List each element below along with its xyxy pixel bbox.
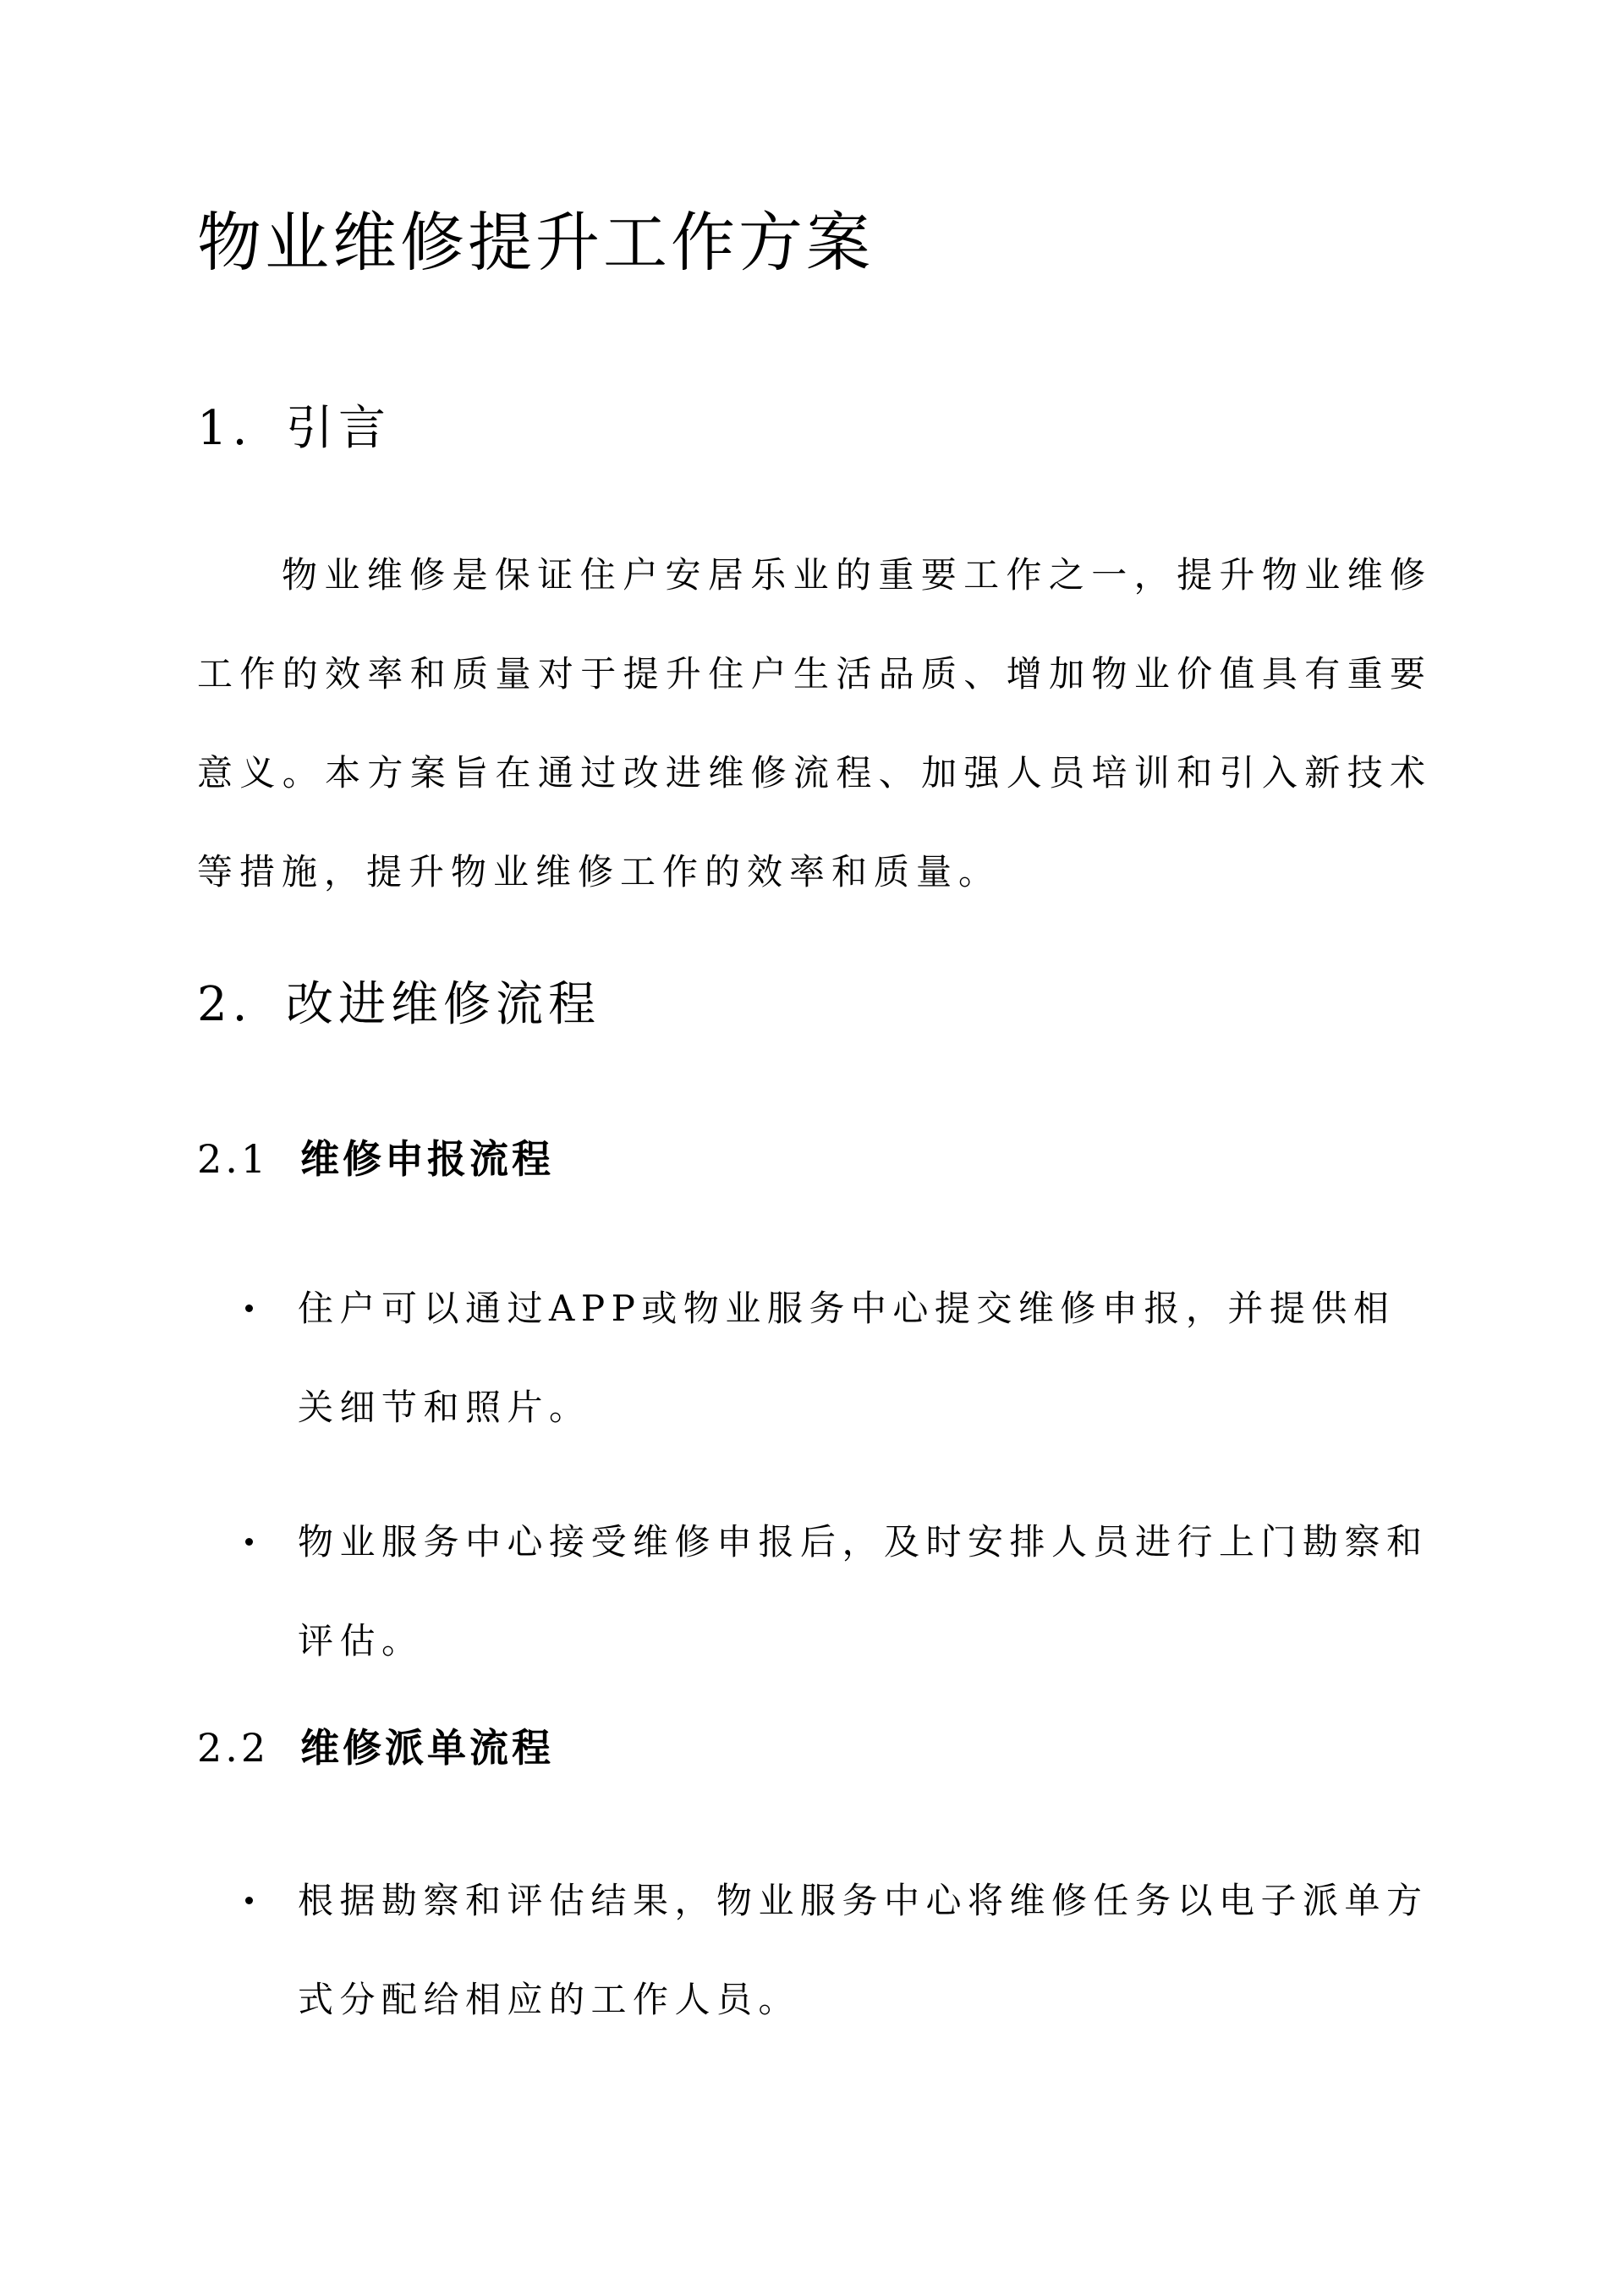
bullet-icon xyxy=(245,1897,253,1904)
section-1-heading xyxy=(197,395,391,463)
list-item xyxy=(245,1259,1434,1457)
introduction-paragraph: 物业维修是保证住户安居乐业的重要工作之一，提升物业维修工作的效率和质量对于提升住户生活品质、增加物业价值具有重要意义。本方案旨在通过改进维修流程、加强人员培训和引入新技术等措施，提升物业维修工作的效率和质量。 xyxy=(197,554,1432,893)
subsection-2-2-number: 2.2 xyxy=(197,1725,270,1771)
subsection-2-1-heading xyxy=(197,1129,554,1189)
subsection-2-2-title: 维修派单流程 xyxy=(300,1725,554,1771)
section-2-heading xyxy=(197,971,601,1039)
subsection-2-1-number: 2.1 xyxy=(197,1136,270,1182)
subsection-2-1-title: 维修申报流程 xyxy=(300,1136,554,1182)
list-item-text: 物业服务中心接受维修申报后，及时安排人员进行上门勘察和评估。 xyxy=(298,1521,1429,1662)
subsection-2-2-heading xyxy=(197,1718,554,1777)
section-1-number: 1. xyxy=(197,401,253,456)
document-title: 物业维修提升工作方案 xyxy=(197,205,874,280)
list-item xyxy=(245,1851,1434,2049)
list-item-text: 根据勘察和评估结果，物业服务中心将维修任务以电子派单方式分配给相应的工作人员。 xyxy=(298,1880,1429,2020)
section-2-number: 2. xyxy=(197,977,253,1032)
section-1-title: 引言 xyxy=(286,401,391,456)
list-item-text: 住户可以通过APP或物业服务中心提交维修申报，并提供相关细节和照片。 xyxy=(298,1288,1396,1428)
bullet-icon xyxy=(245,1538,253,1546)
section-2-title: 改进维修流程 xyxy=(286,977,601,1032)
bullet-icon xyxy=(245,1305,253,1312)
list-item xyxy=(245,1492,1434,1690)
